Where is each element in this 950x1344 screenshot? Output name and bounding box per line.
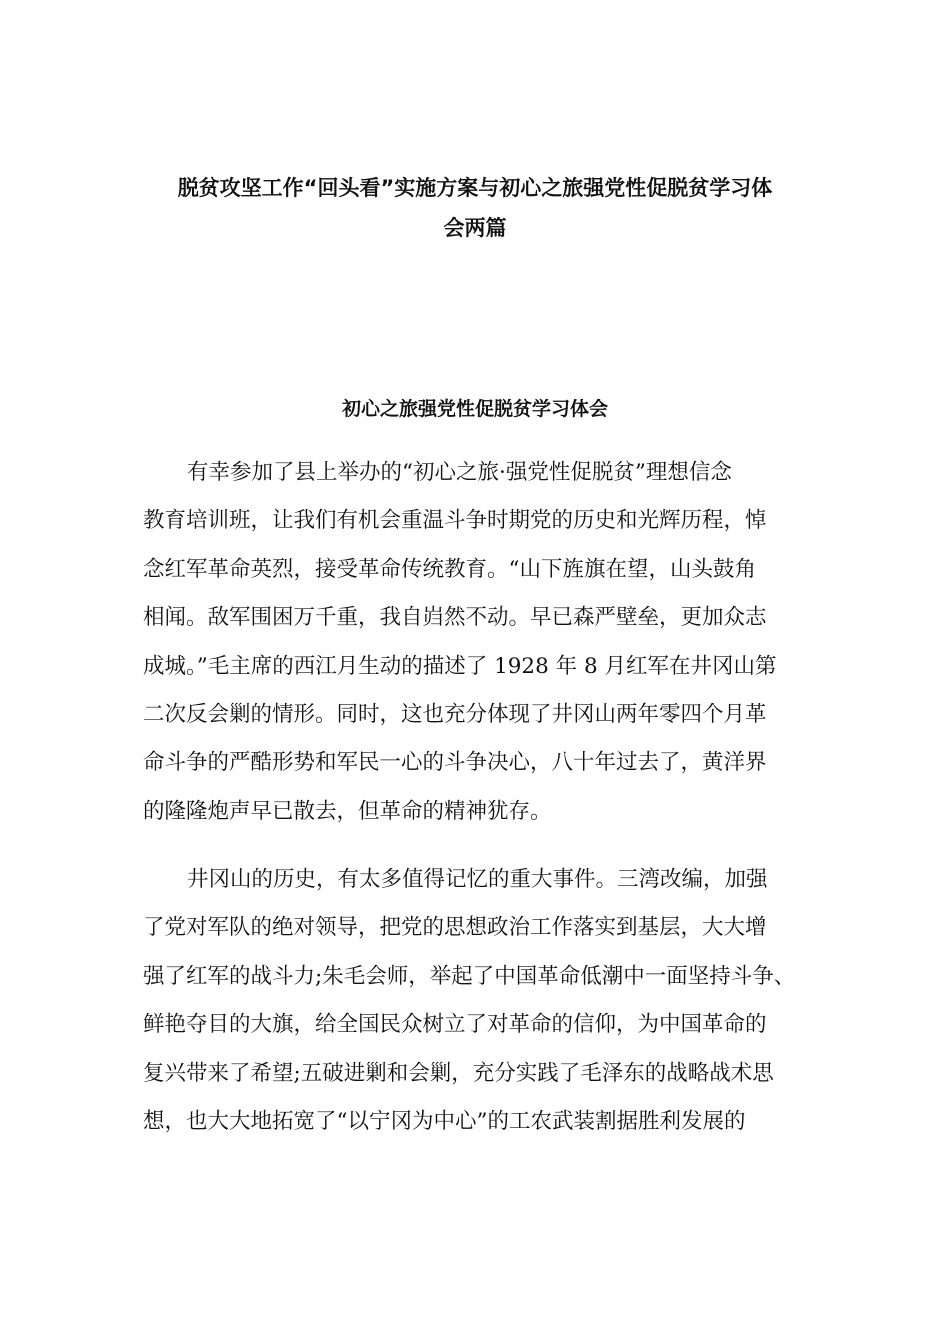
paragraph-line: 成城。”毛主席的西江月生动的描述了 1928 年 8 月红军在井冈山第 bbox=[143, 653, 777, 679]
paragraph-line: 强了红军的战斗力;朱毛会师，举起了中国革命低潮中一面坚持斗争、 bbox=[143, 963, 796, 989]
title-line: 脱贫攻坚工作“回头看”实施方案与初心之旅强党性促脱贫学习体 bbox=[177, 176, 773, 200]
paragraph-line: 有幸参加了县上举办的“初心之旅·强党性促脱贫”理想信念 bbox=[187, 460, 732, 485]
paragraph-line: 教育培训班，让我们有机会重温斗争时期党的历史和光辉历程，悼 bbox=[143, 508, 767, 534]
paragraph bbox=[143, 449, 843, 836]
title-line: 会两篇 bbox=[443, 216, 507, 240]
paragraph-line: 相闻。敌军围困万千重，我自岿然不动。早已森严壁垒，更加众志 bbox=[143, 605, 767, 631]
paragraph-line: 井冈山的历史，有太多值得记忆的重大事件。三湾改编，加强 bbox=[187, 867, 768, 892]
section-heading: 初心之旅强党性促脱贫学习体会 bbox=[341, 398, 608, 420]
paragraph bbox=[143, 856, 843, 1146]
paragraph-line: 鲜艳夺目的大旗，给全国民众树立了对革命的信仰，为中国革命的 bbox=[143, 1012, 767, 1038]
document-title bbox=[120, 168, 830, 248]
paragraph-line: 复兴带来了希望;五破进剿和会剿，充分实践了毛泽东的战略战术思 bbox=[143, 1060, 774, 1086]
paragraph-line: 命斗争的严酷形势和军民一心的斗争决心，八十年过去了，黄洋界 bbox=[143, 750, 767, 776]
paragraph-line: 了党对军队的绝对领导，把党的思想政治工作落实到基层，大大增 bbox=[143, 915, 767, 941]
paragraph-line: 的隆隆炮声早已散去，但革命的精神犹存。 bbox=[143, 798, 552, 824]
paragraph-line: 二次反会剿的情形。同时，这也充分体现了井冈山两年零四个月革 bbox=[143, 702, 767, 728]
paragraph-line: 想，也大大地拓宽了“以宁冈为中心”的工农武装割据胜利发展的 bbox=[143, 1109, 746, 1135]
paragraph-line: 念红军革命英烈，接受革命传统教育。“山下旌旗在望，山头鼓角 bbox=[143, 556, 756, 582]
